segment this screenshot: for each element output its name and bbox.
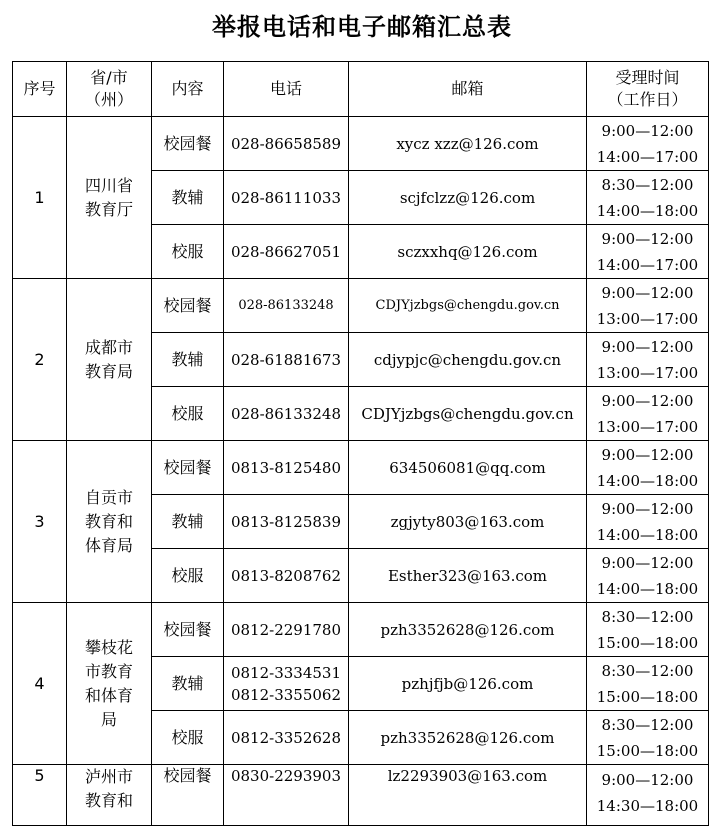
hours-line: 13:00—17:00 <box>596 309 699 328</box>
content-cell: 校服 <box>152 711 224 765</box>
hours-cell <box>587 333 709 387</box>
phone-cell <box>224 711 349 765</box>
phone-cell <box>224 549 349 603</box>
phone-number: 0813-8125480 <box>230 458 342 477</box>
hours-line: 8:30—12:00 <box>601 715 694 734</box>
phone-number: 0813-8125839 <box>230 512 342 531</box>
hours-line: 8:30—12:00 <box>601 607 694 626</box>
hours-line: 14:00—18:00 <box>596 471 699 490</box>
hotline-table <box>12 61 709 826</box>
hours-line: 9:00—12:00 <box>601 499 694 518</box>
email-cell: scjfclzz@126.com <box>349 171 587 225</box>
hours-cell <box>587 549 709 603</box>
hours-cell <box>587 171 709 225</box>
hours-line: 15:00—18:00 <box>596 741 699 760</box>
region-line: 体育局 <box>84 535 133 555</box>
phone-number: 0812-3334531 <box>230 663 342 682</box>
region-cell <box>67 603 152 765</box>
table-header-row <box>13 62 709 117</box>
phone-number: 028-86133248 <box>238 297 334 313</box>
table-row <box>13 279 709 333</box>
region-line: 市教育 <box>84 661 133 681</box>
hours-line: 9:00—12:00 <box>601 229 694 248</box>
region-line: 自贡市 <box>84 487 133 507</box>
phone-cell <box>224 495 349 549</box>
phone-number: 028-61881673 <box>230 350 342 369</box>
header-phone: 电话 <box>224 62 349 117</box>
email-cell: xycz xzz@126.com <box>349 117 587 171</box>
content-cell: 教辅 <box>152 171 224 225</box>
header-content: 内容 <box>152 62 224 117</box>
content-cell: 校园餐 <box>152 441 224 495</box>
hours-line: 9:00—12:00 <box>601 121 694 140</box>
email-cell: zgjyty803@163.com <box>349 495 587 549</box>
content-cell: 校园餐 <box>152 765 224 826</box>
hours-cell <box>587 495 709 549</box>
seq-cell: 1 <box>13 117 67 279</box>
hours-line: 15:00—18:00 <box>596 633 699 652</box>
region-line: 攀枝花 <box>84 637 133 657</box>
hours-cell <box>587 603 709 657</box>
hours-line: 9:00—12:00 <box>601 283 694 302</box>
hours-cell <box>587 711 709 765</box>
content-cell: 教辅 <box>152 333 224 387</box>
region-line: 四川省 <box>84 175 133 195</box>
region-line: 局 <box>100 709 117 729</box>
seq-cell: 5 <box>13 765 67 826</box>
email-cell: CDJYjzbgs@chengdu.gov.cn <box>349 279 587 333</box>
header-hours-line: 受理时间 <box>615 68 680 87</box>
email-cell: pzh3352628@126.com <box>349 711 587 765</box>
email-cell: cdjypjc@chengdu.gov.cn <box>349 333 587 387</box>
hours-line: 14:00—17:00 <box>596 255 699 274</box>
hours-cell <box>587 657 709 711</box>
phone-cell <box>224 765 349 826</box>
hours-line: 14:00—17:00 <box>596 147 699 166</box>
hours-cell <box>587 225 709 279</box>
email-cell: pzh3352628@126.com <box>349 603 587 657</box>
region-cell <box>67 279 152 441</box>
region-cell <box>67 117 152 279</box>
content-cell: 校服 <box>152 549 224 603</box>
phone-number: 0812-3355062 <box>230 685 342 704</box>
content-cell: 教辅 <box>152 495 224 549</box>
hours-line: 9:00—12:00 <box>601 337 694 356</box>
region-cell <box>67 441 152 603</box>
seq-cell: 3 <box>13 441 67 603</box>
email-cell: lz2293903@163.com <box>349 765 587 826</box>
hours-line: 14:00—18:00 <box>596 579 699 598</box>
phone-cell <box>224 333 349 387</box>
table-row <box>13 117 709 171</box>
hours-line: 8:30—12:00 <box>601 661 694 680</box>
email-cell: 634506081@qq.com <box>349 441 587 495</box>
phone-cell <box>224 387 349 441</box>
phone-cell <box>224 657 349 711</box>
header-seq: 序号 <box>13 62 67 117</box>
hours-line: 14:00—18:00 <box>596 201 699 220</box>
hours-cell <box>587 441 709 495</box>
region-cell <box>67 765 152 826</box>
table-body <box>13 117 709 826</box>
seq-cell: 4 <box>13 603 67 765</box>
phone-number: 0812-3352628 <box>230 728 342 747</box>
header-hours-line: （工作日） <box>607 90 688 109</box>
phone-cell <box>224 279 349 333</box>
header-region-line: （州） <box>84 90 133 109</box>
header-hours <box>587 62 709 117</box>
phone-number: 0813-8208762 <box>230 566 342 585</box>
phone-number: 028-86658589 <box>230 134 342 153</box>
region-line: 成都市 <box>84 337 133 357</box>
hours-line: 15:00—18:00 <box>596 687 699 706</box>
email-cell: sczxxhq@126.com <box>349 225 587 279</box>
content-cell: 教辅 <box>152 657 224 711</box>
phone-number: 0830-2293903 <box>230 767 342 785</box>
phone-number: 028-86627051 <box>230 242 342 261</box>
phone-number: 0812-2291780 <box>230 620 342 639</box>
email-cell: Esther323@163.com <box>349 549 587 603</box>
content-cell: 校园餐 <box>152 117 224 171</box>
phone-cell <box>224 171 349 225</box>
phone-cell <box>224 441 349 495</box>
page-title: 举报电话和电子邮箱汇总表 <box>212 13 512 41</box>
hours-line: 9:00—12:00 <box>601 553 694 572</box>
seq-cell: 2 <box>13 279 67 441</box>
hours-line: 14:00—18:00 <box>596 525 699 544</box>
hours-line: 9:00—12:00 <box>601 771 694 789</box>
hours-cell <box>587 387 709 441</box>
table-row <box>13 765 709 826</box>
hours-line: 8:30—12:00 <box>601 175 694 194</box>
region-line: 教育厅 <box>84 199 133 219</box>
hours-line: 9:00—12:00 <box>601 445 694 464</box>
content-cell: 校服 <box>152 225 224 279</box>
region-line: 和体育 <box>84 685 133 705</box>
content-cell: 校园餐 <box>152 603 224 657</box>
hours-cell <box>587 117 709 171</box>
header-email: 邮箱 <box>349 62 587 117</box>
header-region <box>67 62 152 117</box>
hours-cell <box>587 279 709 333</box>
email-cell: CDJYjzbgs@chengdu.gov.cn <box>349 387 587 441</box>
region-line: 教育局 <box>84 361 133 381</box>
hours-line: 9:00—12:00 <box>601 391 694 410</box>
phone-cell <box>224 117 349 171</box>
phone-cell <box>224 225 349 279</box>
hours-line: 13:00—17:00 <box>596 417 699 436</box>
region-line: 教育和 <box>84 791 133 810</box>
email-cell: pzhjfjb@126.com <box>349 657 587 711</box>
hours-line: 14:30—18:00 <box>596 797 699 815</box>
table-row <box>13 441 709 495</box>
content-cell: 校园餐 <box>152 279 224 333</box>
phone-number: 028-86133248 <box>230 404 342 423</box>
phone-number: 028-86111033 <box>230 188 342 207</box>
content-cell: 校服 <box>152 387 224 441</box>
phone-cell <box>224 603 349 657</box>
region-line: 泸州市 <box>84 767 133 786</box>
header-region-line: 省/市 <box>90 68 128 87</box>
table-row <box>13 603 709 657</box>
region-line: 教育和 <box>84 511 133 531</box>
hours-cell <box>587 765 709 826</box>
hours-line: 13:00—17:00 <box>596 363 699 382</box>
